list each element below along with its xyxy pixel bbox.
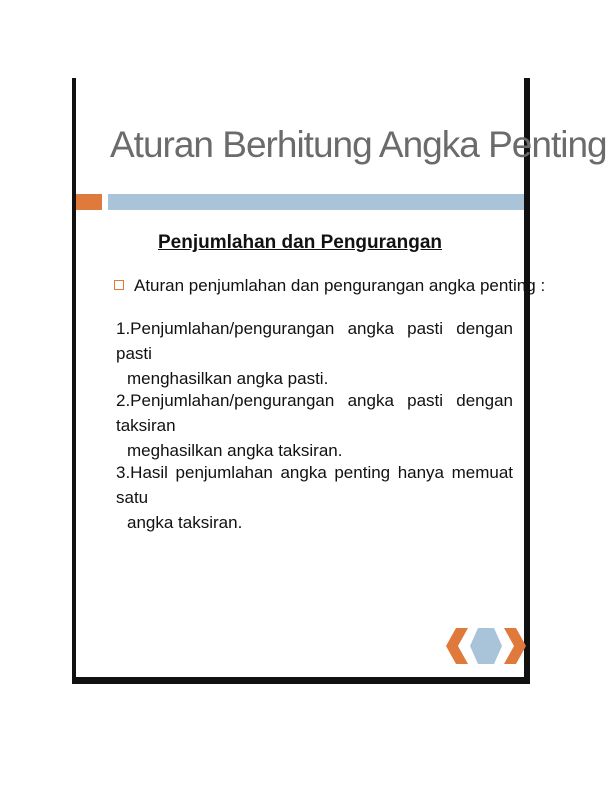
right-chevron-icon xyxy=(504,628,526,664)
rule-item-2-line1: 2.Penjumlahan/pengurangan angka pasti dengan taksiran xyxy=(116,391,513,435)
accent-bar-orange xyxy=(76,194,102,210)
left-chevron-icon xyxy=(446,628,468,664)
rule-item-2-line2: meghasilkan angka taksiran. xyxy=(127,441,343,460)
rule-item-2 xyxy=(116,388,513,463)
accent-bar-blue xyxy=(108,194,524,210)
bullet-text: Aturan penjumlahan dan pengurangan angka penting : xyxy=(134,276,546,295)
slide-title: Aturan Berhitung Angka Penting xyxy=(110,124,607,165)
hexagon-icon xyxy=(470,628,502,664)
slide xyxy=(72,78,607,684)
bullet-item xyxy=(114,276,545,296)
rule-item-3-line1: 3.Hasil penjumlahan angka penting hanya memuat satu xyxy=(116,463,513,507)
rule-item-1-line2: menghasilkan angka pasti. xyxy=(127,369,329,388)
rule-item-1 xyxy=(116,316,513,391)
square-bullet-icon xyxy=(114,280,124,290)
slide-subtitle: Penjumlahan dan Pengurangan xyxy=(158,232,442,253)
rule-item-3 xyxy=(116,460,513,535)
rule-item-3-line2: angka taksiran. xyxy=(127,513,243,532)
slide-nav-decoration xyxy=(446,628,526,664)
rule-item-1-line1: 1.Penjumlahan/pengurangan angka pasti dengan pasti xyxy=(116,319,513,363)
